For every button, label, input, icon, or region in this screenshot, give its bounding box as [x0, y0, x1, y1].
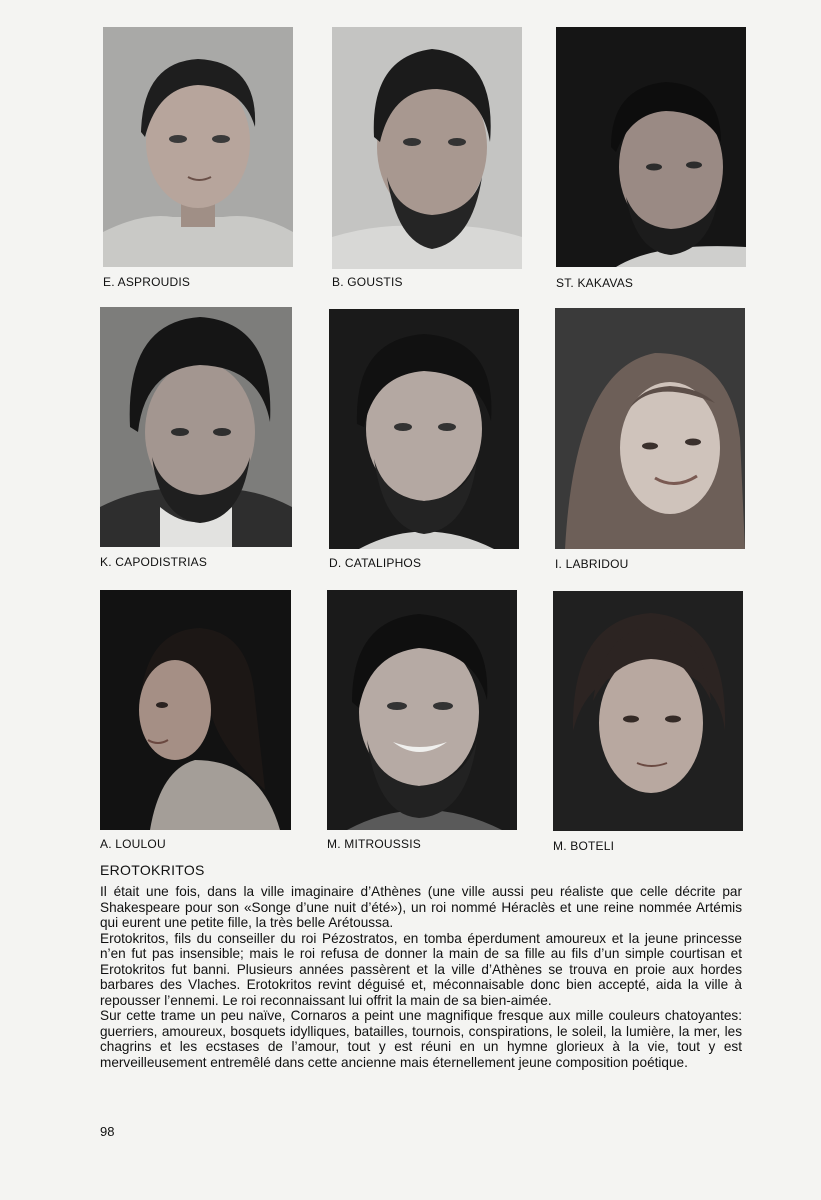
- portrait-photo-goustis: [332, 27, 522, 269]
- portrait-caption: I. LABRIDOU: [555, 557, 629, 571]
- portrait-photo-kakavas: [556, 27, 746, 267]
- page-number: 98: [100, 1124, 115, 1139]
- portrait-caption: A. LOULOU: [100, 837, 166, 851]
- article-title: EROTOKRITOS: [100, 862, 205, 878]
- portrait-photo-capodistrias: [100, 307, 292, 547]
- portrait-caption: M. MITROUSSIS: [327, 837, 421, 851]
- portrait-caption: E. ASPROUDIS: [103, 275, 191, 289]
- portrait-caption: K. CAPODISTRIAS: [100, 555, 208, 569]
- article-paragraph: Sur cette trame un peu naïve, Cornaros a peint une magnifique fresque aux mille couleurs chatoyantes: guerriers, amoureux, bosquets idylliques, batailles, tournois, conspirations, le soleil, la lumière, la mer, les chagrins et les ecstases de l’amour, tout y est réuni en un hymne glorieux à la vie, tout y est merveilleusement entremêlé dans cette ancienne mais éternellement jeune composition poétique.: [100, 1008, 742, 1070]
- portrait-photo-cataliphos: [329, 309, 519, 549]
- article-paragraph: Il était une fois, dans la ville imaginaire d’Athènes (une ville aussi peu réaliste que celle décrite par Shakespeare pour son «Songe d’une nuit d’été»), un roi nommé Héraclès et une reine nommée Artémis qui eurent une petite fille, la très belle Arétoussa.: [100, 884, 742, 930]
- portrait-caption: M. BOTELI: [553, 839, 615, 853]
- portrait-photo-labridou: [555, 308, 745, 549]
- portrait-photo-mitroussis: [327, 590, 517, 830]
- portrait-caption: ST. KAKAVAS: [556, 276, 634, 290]
- portrait-caption: B. GOUSTIS: [332, 275, 403, 289]
- portrait-photo-asproudis: [103, 27, 293, 267]
- article-paragraph: Erotokritos, fils du conseiller du roi Pézostratos, en tomba éperdument amoureux et la jeune princesse n’en fut pas insensible; mais le roi refusa de donner la main de sa fille au fils d’un simple courtisan et Erotokritos fut banni. Plusieurs années passèrent et la ville d’Athènes se trouva en proie aux hordes barbares des Vlaches. Erotokritos revint déguisé et, méconnaisable donc bien accepté, aida la ville à repousser l’ennemi. Le roi reconnaissant lui offrit la main de sa bien-aimée.: [100, 930, 742, 1008]
- portrait-caption: D. CATALIPHOS: [329, 556, 422, 570]
- portrait-photo-loulou: [100, 590, 291, 830]
- article-body: [100, 884, 742, 1070]
- portrait-photo-boteli: [553, 591, 743, 831]
